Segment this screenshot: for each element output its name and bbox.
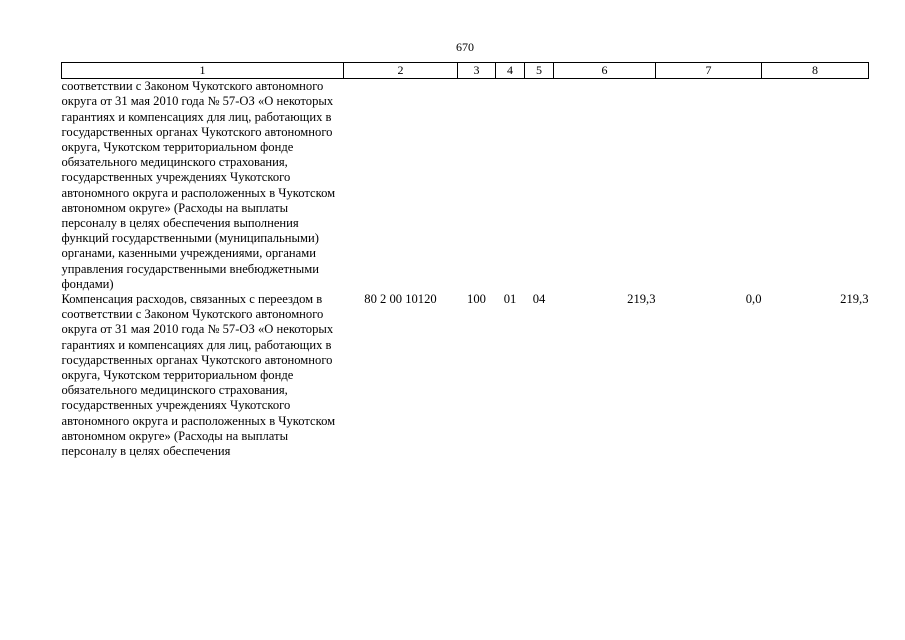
row-col7 [656,79,762,292]
row-col8: 219,3 [840,292,869,307]
table-row [62,79,869,292]
column-header: 1 [62,63,344,79]
row-description: соответствии с Законом Чукотского автономного округа от 31 мая 2010 года № 57-ОЗ «О некоторых гарантиях и компенсациях для лиц, работающих в государственных органах Чукотского автономного округа, Чукотском территориальном фонде обязательного медицинского страхования, государственных учреждениях Чукотского автономного округа и расположенных в Чукотском автономном округе» (Расходы на выплаты персоналу в целях обеспечения выполнения функций государственными (муниципальными) органами, казенными учреждениями, органами управления государственными внебюджетными фондами) [61,79,336,291]
column-header: 4 [496,63,525,79]
row-col3: 100 [467,292,486,307]
row-col4 [496,79,525,292]
page-number: 670 [456,40,474,54]
column-header: 6 [554,63,656,79]
table-row [62,292,869,459]
row-col6: 219,3 [627,292,656,307]
column-header: 8 [762,63,869,79]
row-col4: 01 [503,292,517,307]
row-col3 [458,79,496,292]
row-col8 [762,79,869,292]
column-header: 7 [656,63,762,79]
header-row [62,63,869,79]
row-description: Компенсация расходов, связанных с переездом в соответствии с Законом Чукотского автономного округа от 31 мая 2010 года № 57-ОЗ «О некоторых гарантиях и компенсациях для лиц, работающих в государственных органах Чукотского автономного округа, Чукотском территориальном фонде обязательного медицинского страхования, государственных учреждениях Чукотского автономного округа и расположенных в Чукотском автономном округе» (Расходы на выплаты персоналу в целях обеспечения [61,292,336,459]
row-col7: 0,0 [745,292,762,307]
row-col6 [554,79,656,292]
row-code [344,79,458,292]
column-header: 2 [344,63,458,79]
row-code: 80 2 00 10120 [364,292,437,307]
row-col5: 04 [532,292,546,307]
column-header: 5 [525,63,554,79]
row-col5 [525,79,554,292]
column-header: 3 [458,63,496,79]
budget-table [61,62,869,459]
